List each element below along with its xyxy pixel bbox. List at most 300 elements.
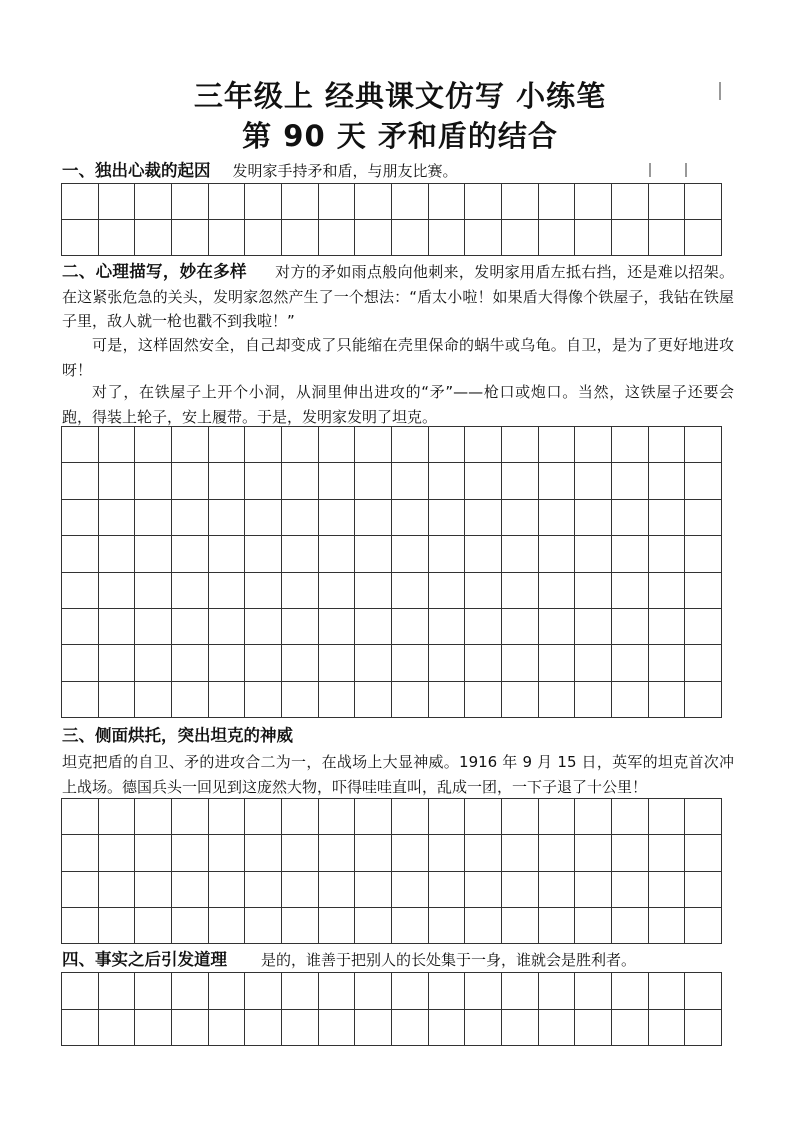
grid-cell[interactable]: [172, 872, 209, 908]
grid-cell[interactable]: [355, 1010, 392, 1047]
grid-cell[interactable]: [135, 573, 172, 609]
grid-cell[interactable]: [245, 500, 282, 536]
grid-cell[interactable]: [539, 682, 576, 718]
grid-cell[interactable]: [245, 427, 282, 463]
grid-cell[interactable]: [649, 973, 686, 1010]
grid-cell[interactable]: [355, 220, 392, 256]
grid-cell[interactable]: [502, 609, 539, 645]
writing-grid-4[interactable]: [61, 972, 722, 1046]
grid-cell[interactable]: [282, 872, 319, 908]
grid-cell[interactable]: [99, 573, 136, 609]
grid-cell[interactable]: [209, 645, 246, 681]
grid-cell[interactable]: [172, 184, 209, 220]
grid-cell[interactable]: [429, 500, 466, 536]
grid-cell[interactable]: [429, 835, 466, 871]
grid-cell[interactable]: [392, 973, 429, 1010]
section-1-heading: 一、独出心裁的起因: [62, 161, 211, 180]
grid-cell[interactable]: [502, 427, 539, 463]
grid-cell[interactable]: [245, 835, 282, 871]
grid-cell[interactable]: [465, 872, 502, 908]
grid-cell[interactable]: [245, 463, 282, 499]
grid-cell[interactable]: [355, 536, 392, 572]
grid-cell[interactable]: [355, 500, 392, 536]
grid-cell[interactable]: [392, 645, 429, 681]
grid-cell[interactable]: [465, 609, 502, 645]
grid-cell[interactable]: [209, 973, 246, 1010]
grid-cell[interactable]: [612, 573, 649, 609]
grid-cell[interactable]: [502, 908, 539, 944]
grid-cell[interactable]: [685, 573, 722, 609]
grid-cell[interactable]: [612, 184, 649, 220]
grid-cell[interactable]: [539, 573, 576, 609]
grid-cell[interactable]: [355, 835, 392, 871]
grid-cell[interactable]: [245, 872, 282, 908]
grid-cell[interactable]: [99, 536, 136, 572]
grid-cell[interactable]: [282, 500, 319, 536]
grid-cell[interactable]: [319, 609, 356, 645]
grid-cell[interactable]: [575, 835, 612, 871]
grid-cell[interactable]: [245, 536, 282, 572]
grid-cell[interactable]: [135, 463, 172, 499]
grid-cell[interactable]: [135, 645, 172, 681]
grid-cell[interactable]: [429, 973, 466, 1010]
grid-cell[interactable]: [355, 973, 392, 1010]
grid-cell[interactable]: [172, 500, 209, 536]
grid-cell[interactable]: [649, 682, 686, 718]
grid-cell[interactable]: [429, 427, 466, 463]
grid-cell[interactable]: [62, 835, 99, 871]
grid-cell[interactable]: [685, 184, 722, 220]
grid-cell[interactable]: [575, 645, 612, 681]
grid-cell[interactable]: [62, 536, 99, 572]
grid-cell[interactable]: [135, 908, 172, 944]
grid-cell[interactable]: [209, 500, 246, 536]
grid-cell[interactable]: [575, 973, 612, 1010]
grid-cell[interactable]: [135, 500, 172, 536]
grid-cell[interactable]: [539, 463, 576, 499]
grid-cell[interactable]: [282, 609, 319, 645]
grid-cell[interactable]: [355, 682, 392, 718]
grid-cell[interactable]: [685, 500, 722, 536]
grid-cell[interactable]: [465, 908, 502, 944]
grid-cell[interactable]: [62, 463, 99, 499]
grid-cell[interactable]: [502, 872, 539, 908]
grid-cell[interactable]: [649, 609, 686, 645]
grid-cell[interactable]: [355, 184, 392, 220]
grid-cell[interactable]: [172, 799, 209, 835]
grid-cell[interactable]: [319, 799, 356, 835]
grid-cell[interactable]: [649, 427, 686, 463]
section-2-paragraph-2: 可是，这样固然安全，自己却变成了只能缩在壳里保命的蜗牛或乌龟。自卫，是为了更好地进攻呀！: [62, 336, 734, 379]
grid-cell[interactable]: [355, 799, 392, 835]
grid-cell[interactable]: [209, 573, 246, 609]
grid-cell[interactable]: [62, 872, 99, 908]
grid-cell[interactable]: [649, 500, 686, 536]
grid-cell[interactable]: [502, 463, 539, 499]
grid-cell[interactable]: [429, 184, 466, 220]
grid-cell[interactable]: [172, 573, 209, 609]
section-3-line: [62, 724, 742, 748]
grid-cell[interactable]: [209, 682, 246, 718]
grid-cell[interactable]: [429, 220, 466, 256]
grid-cell[interactable]: [575, 500, 612, 536]
grid-cell[interactable]: [465, 973, 502, 1010]
grid-cell[interactable]: [685, 973, 722, 1010]
grid-cell[interactable]: [62, 609, 99, 645]
grid-cell[interactable]: [612, 609, 649, 645]
worksheet-title: 三年级上 经典课文仿写 小练笔: [193, 79, 607, 113]
grid-cell[interactable]: [99, 500, 136, 536]
grid-cell[interactable]: [282, 645, 319, 681]
grid-cell[interactable]: [649, 463, 686, 499]
grid-cell[interactable]: [685, 427, 722, 463]
grid-cell[interactable]: [209, 184, 246, 220]
grid-cell[interactable]: [502, 1010, 539, 1047]
grid-cell[interactable]: [392, 500, 429, 536]
grid-cell[interactable]: [99, 645, 136, 681]
grid-cell[interactable]: [612, 500, 649, 536]
grid-cell[interactable]: [99, 682, 136, 718]
grid-cell[interactable]: [172, 835, 209, 871]
grid-cell[interactable]: [575, 536, 612, 572]
grid-cell[interactable]: [99, 973, 136, 1010]
grid-cell[interactable]: [319, 973, 356, 1010]
grid-cell[interactable]: [612, 973, 649, 1010]
grid-cell[interactable]: [355, 463, 392, 499]
grid-cell[interactable]: [539, 184, 576, 220]
grid-cell[interactable]: [355, 908, 392, 944]
grid-cell[interactable]: [465, 573, 502, 609]
grid-cell[interactable]: [502, 682, 539, 718]
grid-cell[interactable]: [685, 645, 722, 681]
grid-cell[interactable]: [99, 872, 136, 908]
writing-grid-2[interactable]: [61, 426, 722, 718]
grid-cell[interactable]: [172, 908, 209, 944]
grid-cell[interactable]: [392, 536, 429, 572]
grid-cell[interactable]: [429, 682, 466, 718]
grid-cell[interactable]: [99, 609, 136, 645]
grid-cell[interactable]: [429, 645, 466, 681]
grid-cell[interactable]: [172, 682, 209, 718]
grid-cell[interactable]: [172, 427, 209, 463]
grid-cell[interactable]: [282, 536, 319, 572]
grid-cell[interactable]: [209, 609, 246, 645]
grid-cell[interactable]: [429, 908, 466, 944]
grid-cell[interactable]: [612, 536, 649, 572]
grid-cell[interactable]: [502, 973, 539, 1010]
grid-cell[interactable]: [649, 799, 686, 835]
grid-cell[interactable]: [465, 645, 502, 681]
grid-cell[interactable]: [172, 973, 209, 1010]
grid-cell[interactable]: [502, 184, 539, 220]
grid-cell[interactable]: [319, 908, 356, 944]
grid-cell[interactable]: [99, 427, 136, 463]
grid-cell[interactable]: [99, 463, 136, 499]
grid-cell[interactable]: [319, 1010, 356, 1047]
grid-cell[interactable]: [392, 427, 429, 463]
grid-cell[interactable]: [282, 835, 319, 871]
grid-cell[interactable]: [685, 220, 722, 256]
grid-cell[interactable]: [355, 872, 392, 908]
grid-cell[interactable]: [172, 609, 209, 645]
section-4-heading: 四、事实之后引发道理: [62, 950, 227, 969]
grid-cell[interactable]: [62, 427, 99, 463]
grid-cell[interactable]: [465, 184, 502, 220]
writing-grid-1[interactable]: [61, 183, 722, 256]
grid-cell[interactable]: [612, 220, 649, 256]
grid-cell[interactable]: [99, 184, 136, 220]
section-4-text: 是的，谁善于把别人的长处集于一身，谁就会是胜利者。: [261, 951, 637, 969]
grid-cell[interactable]: [62, 973, 99, 1010]
grid-cell[interactable]: [62, 682, 99, 718]
grid-cell[interactable]: [135, 536, 172, 572]
grid-cell[interactable]: [135, 835, 172, 871]
grid-cell[interactable]: [319, 645, 356, 681]
grid-cell[interactable]: [62, 1010, 99, 1047]
grid-cell[interactable]: [649, 908, 686, 944]
grid-cell[interactable]: [282, 573, 319, 609]
grid-cell[interactable]: [135, 609, 172, 645]
grid-cell[interactable]: [539, 1010, 576, 1047]
grid-cell[interactable]: [685, 609, 722, 645]
grid-cell[interactable]: [575, 184, 612, 220]
grid-cell[interactable]: [685, 536, 722, 572]
grid-cell[interactable]: [539, 427, 576, 463]
grid-cell[interactable]: [502, 573, 539, 609]
grid-cell[interactable]: [245, 609, 282, 645]
grid-cell[interactable]: [282, 220, 319, 256]
grid-cell[interactable]: [575, 609, 612, 645]
grid-cell[interactable]: [135, 184, 172, 220]
grid-cell[interactable]: [282, 973, 319, 1010]
grid-cell[interactable]: [245, 682, 282, 718]
grid-cell[interactable]: [502, 220, 539, 256]
grid-cell[interactable]: [539, 645, 576, 681]
grid-cell[interactable]: [539, 835, 576, 871]
grid-cell[interactable]: [319, 682, 356, 718]
section-2-heading: 二、心理描写，妙在多样: [62, 262, 247, 281]
grid-cell[interactable]: [62, 908, 99, 944]
grid-cell[interactable]: [575, 799, 612, 835]
grid-cell[interactable]: [282, 682, 319, 718]
grid-cell[interactable]: [465, 536, 502, 572]
grid-cell[interactable]: [282, 908, 319, 944]
grid-cell[interactable]: [429, 1010, 466, 1047]
grid-cell[interactable]: [429, 609, 466, 645]
grid-cell[interactable]: [135, 799, 172, 835]
grid-cell[interactable]: [685, 682, 722, 718]
grid-cell[interactable]: [245, 908, 282, 944]
grid-cell[interactable]: [392, 573, 429, 609]
grid-cell[interactable]: [429, 799, 466, 835]
grid-cell[interactable]: [465, 220, 502, 256]
grid-cell[interactable]: [392, 1010, 429, 1047]
grid-cell[interactable]: [539, 500, 576, 536]
grid-cell[interactable]: [612, 872, 649, 908]
grid-cell[interactable]: [135, 427, 172, 463]
grid-cell[interactable]: [62, 184, 99, 220]
grid-cell[interactable]: [502, 799, 539, 835]
grid-cell[interactable]: [392, 463, 429, 499]
grid-cell[interactable]: [575, 872, 612, 908]
grid-cell[interactable]: [245, 220, 282, 256]
grid-cell[interactable]: [575, 427, 612, 463]
grid-cell[interactable]: [319, 220, 356, 256]
grid-cell[interactable]: [539, 220, 576, 256]
grid-cell[interactable]: [429, 573, 466, 609]
grid-cell[interactable]: [172, 536, 209, 572]
grid-cell[interactable]: [502, 500, 539, 536]
grid-cell[interactable]: [685, 835, 722, 871]
grid-cell[interactable]: [575, 220, 612, 256]
grid-cell[interactable]: [99, 1010, 136, 1047]
grid-cell[interactable]: [649, 573, 686, 609]
grid-cell[interactable]: [62, 220, 99, 256]
grid-cell[interactable]: [539, 973, 576, 1010]
grid-cell[interactable]: [685, 872, 722, 908]
grid-cell[interactable]: [612, 427, 649, 463]
grid-cell[interactable]: [245, 973, 282, 1010]
grid-cell[interactable]: [282, 799, 319, 835]
grid-cell[interactable]: [649, 835, 686, 871]
writing-grid-3[interactable]: [61, 798, 722, 944]
grid-cell[interactable]: [392, 609, 429, 645]
grid-cell[interactable]: [612, 1010, 649, 1047]
grid-cell[interactable]: [465, 835, 502, 871]
grid-cell[interactable]: [575, 573, 612, 609]
grid-cell[interactable]: [282, 427, 319, 463]
grid-cell[interactable]: [612, 682, 649, 718]
grid-cell[interactable]: [575, 908, 612, 944]
grid-cell[interactable]: [355, 609, 392, 645]
grid-cell[interactable]: [209, 536, 246, 572]
grid-cell[interactable]: [172, 1010, 209, 1047]
grid-cell[interactable]: [62, 799, 99, 835]
grid-cell[interactable]: [135, 872, 172, 908]
grid-cell[interactable]: [685, 463, 722, 499]
grid-cell[interactable]: [209, 872, 246, 908]
grid-cell[interactable]: [502, 536, 539, 572]
grid-cell[interactable]: [135, 1010, 172, 1047]
grid-cell[interactable]: [209, 463, 246, 499]
grid-cell[interactable]: [465, 682, 502, 718]
grid-cell[interactable]: [99, 799, 136, 835]
grid-cell[interactable]: [135, 682, 172, 718]
grid-cell[interactable]: [539, 908, 576, 944]
grid-cell[interactable]: [282, 184, 319, 220]
grid-cell[interactable]: [539, 872, 576, 908]
grid-cell[interactable]: [319, 184, 356, 220]
grid-cell[interactable]: [172, 220, 209, 256]
grid-cell[interactable]: [172, 463, 209, 499]
grid-cell[interactable]: [62, 645, 99, 681]
grid-cell[interactable]: [392, 220, 429, 256]
grid-cell[interactable]: [649, 184, 686, 220]
grid-cell[interactable]: [649, 1010, 686, 1047]
grid-cell[interactable]: [465, 500, 502, 536]
grid-cell[interactable]: [355, 573, 392, 609]
grid-cell[interactable]: [685, 908, 722, 944]
grid-cell[interactable]: [319, 500, 356, 536]
grid-cell[interactable]: [429, 536, 466, 572]
grid-cell[interactable]: [685, 799, 722, 835]
grid-cell[interactable]: [649, 220, 686, 256]
grid-cell[interactable]: [319, 427, 356, 463]
grid-cell[interactable]: [209, 220, 246, 256]
grid-cell[interactable]: [99, 835, 136, 871]
grid-cell[interactable]: [502, 835, 539, 871]
grid-cell[interactable]: [245, 184, 282, 220]
grid-cell[interactable]: [575, 463, 612, 499]
grid-cell[interactable]: [319, 573, 356, 609]
grid-cell[interactable]: [465, 799, 502, 835]
grid-cell[interactable]: [99, 220, 136, 256]
grid-cell[interactable]: [392, 872, 429, 908]
grid-cell[interactable]: [649, 645, 686, 681]
grid-cell[interactable]: [685, 1010, 722, 1047]
grid-cell[interactable]: [429, 872, 466, 908]
grid-cell[interactable]: [209, 835, 246, 871]
grid-cell[interactable]: [502, 645, 539, 681]
grid-cell[interactable]: [209, 427, 246, 463]
grid-cell[interactable]: [355, 645, 392, 681]
grid-cell[interactable]: [392, 835, 429, 871]
grid-cell[interactable]: [539, 609, 576, 645]
grid-cell[interactable]: [575, 1010, 612, 1047]
grid-cell[interactable]: [62, 573, 99, 609]
grid-cell[interactable]: [245, 645, 282, 681]
grid-cell[interactable]: [319, 872, 356, 908]
grid-cell[interactable]: [99, 908, 136, 944]
grid-cell[interactable]: [245, 799, 282, 835]
grid-cell[interactable]: [465, 1010, 502, 1047]
grid-cell[interactable]: [575, 682, 612, 718]
grid-cell[interactable]: [392, 799, 429, 835]
grid-cell[interactable]: [612, 835, 649, 871]
grid-cell[interactable]: [612, 799, 649, 835]
grid-cell[interactable]: [209, 799, 246, 835]
grid-cell[interactable]: [429, 463, 466, 499]
grid-cell[interactable]: [135, 220, 172, 256]
grid-cell[interactable]: [392, 682, 429, 718]
grid-cell[interactable]: [612, 908, 649, 944]
grid-cell[interactable]: [465, 463, 502, 499]
grid-cell[interactable]: [612, 645, 649, 681]
grid-cell[interactable]: [539, 799, 576, 835]
grid-cell[interactable]: [172, 645, 209, 681]
grid-cell[interactable]: [319, 835, 356, 871]
grid-cell[interactable]: [282, 1010, 319, 1047]
grid-cell[interactable]: [539, 536, 576, 572]
grid-cell[interactable]: [649, 872, 686, 908]
grid-cell[interactable]: [135, 973, 172, 1010]
grid-cell[interactable]: [62, 500, 99, 536]
grid-cell[interactable]: [319, 463, 356, 499]
grid-cell[interactable]: [392, 184, 429, 220]
grid-cell[interactable]: [465, 427, 502, 463]
grid-cell[interactable]: [282, 463, 319, 499]
section-3-heading: 三、侧面烘托，突出坦克的神威: [62, 726, 293, 745]
grid-cell[interactable]: [209, 908, 246, 944]
grid-cell[interactable]: [392, 908, 429, 944]
grid-cell[interactable]: [612, 463, 649, 499]
grid-cell[interactable]: [319, 536, 356, 572]
grid-cell[interactable]: [649, 536, 686, 572]
grid-cell[interactable]: [245, 1010, 282, 1047]
grid-cell[interactable]: [209, 1010, 246, 1047]
grid-cell[interactable]: [355, 427, 392, 463]
grid-cell[interactable]: [245, 573, 282, 609]
